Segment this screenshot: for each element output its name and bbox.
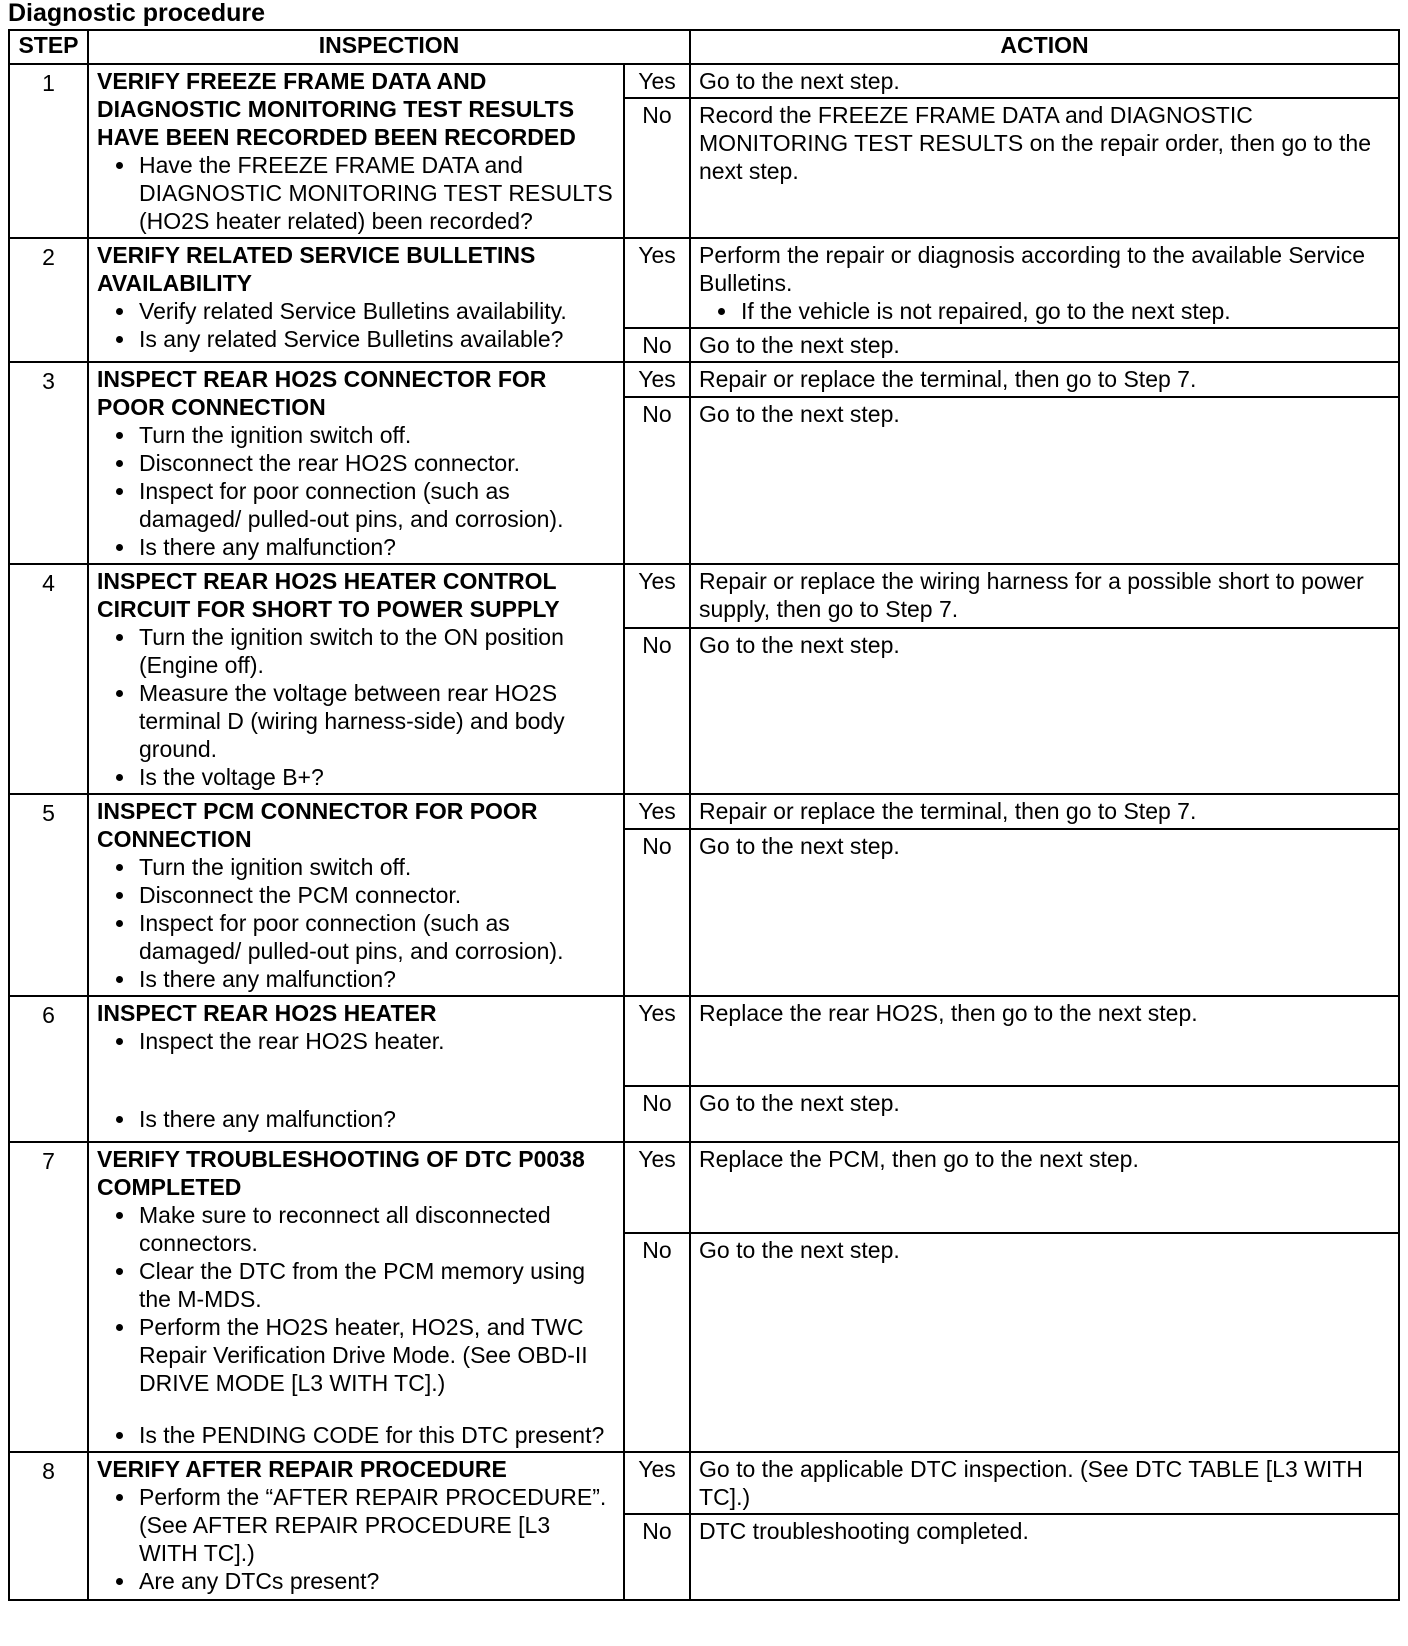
bullet-item: • Is there any malfunction? [137,965,615,993]
inspection-title: INSPECT PCM CONNECTOR FOR POOR CONNECTION [97,798,538,852]
no-label: No [624,1233,690,1452]
bullet-list [97,297,615,353]
yes-action: Perform the repair or diagnosis according to the available Service Bulletins. [699,242,1366,296]
bullet-item: • Clear the DTC from the PCM memory using the M-MDS. [137,1257,615,1313]
bullet-item: • Is there any malfunction? [137,533,615,561]
yes-action: Go to the next step. [690,64,1399,98]
bullet-list [97,1483,615,1595]
step-number: 7 [9,1142,88,1452]
bullet-item: • Disconnect the rear HO2S connector. [137,449,615,477]
step-number: 4 [9,564,88,794]
no-action: DTC troubleshooting completed. [690,1514,1399,1600]
bullet-item: • Is there any malfunction? [137,1105,615,1133]
yes-label: Yes [624,238,690,328]
header-inspection: INSPECTION [88,30,690,64]
bullet-item: • Measure the voltage between rear HO2S terminal D (wiring harness-side) and body ground. [137,679,615,763]
bullet-list [97,421,615,561]
yes-action: Repair or replace the wiring harness for a possible short to power supply, then go to Step 7. [690,564,1399,628]
bullet-item: • Inspect for poor connection (such as damaged/ pulled-out pins, and corrosion). [137,477,615,533]
no-label: No [624,628,690,794]
page-title: Diagnostic procedure [8,0,265,27]
header-step: STEP [9,30,88,64]
bullet-list [97,623,615,791]
bullet-item: • Have the FREEZE FRAME DATA and DIAGNOSTIC MONITORING TEST RESULTS (HO2S heater related) been recorded? [137,151,615,235]
step-number: 8 [9,1452,88,1600]
inspection-cell [88,794,624,996]
no-label: No [624,98,690,238]
no-action: Go to the next step. [690,1086,1399,1142]
bullet-item: • Perform the “AFTER REPAIR PROCEDURE”. (See AFTER REPAIR PROCEDURE [L3 WITH TC].) [137,1483,615,1567]
no-action: Go to the next step. [690,628,1399,794]
bullet-item: • Inspect the rear HO2S heater. [137,1027,615,1055]
inspection-cell [88,1142,624,1452]
no-label: No [624,328,690,362]
bullet-item: • Disconnect the PCM connector. [137,881,615,909]
bullet-item: • Verify related Service Bulletins availability. [137,297,615,325]
action-bullet-item: • If the vehicle is not repaired, go to the next step. [739,297,1390,325]
inspection-cell [88,996,624,1142]
bullet-item: • Turn the ignition switch to the ON position (Engine off). [137,623,615,679]
no-label: No [624,397,690,564]
yes-label: Yes [624,996,690,1086]
no-action: Go to the next step. [690,1233,1399,1452]
table-row [9,794,1399,829]
step-number: 3 [9,362,88,564]
yes-label: Yes [624,1142,690,1233]
diagnostic-table [8,29,1400,1601]
yes-label: Yes [624,1452,690,1514]
inspection-title: INSPECT REAR HO2S HEATER CONTROL CIRCUIT FOR SHORT TO POWER SUPPLY [97,568,560,622]
table-row [9,362,1399,397]
table-row [9,564,1399,628]
inspection-cell [88,1452,624,1600]
inspection-cell [88,64,624,238]
bullet-item: • Turn the ignition switch off. [137,853,615,881]
inspection-title: INSPECT REAR HO2S CONNECTOR FOR POOR CONNECTION [97,366,547,420]
inspection-cell [88,564,624,794]
step-number: 2 [9,238,88,362]
no-action: Go to the next step. [690,829,1399,996]
bullet-list [97,853,615,993]
bullet-item: • Make sure to reconnect all disconnected connectors. [137,1201,615,1257]
table-row [9,1452,1399,1514]
no-label: No [624,829,690,996]
bullet-item: • Turn the ignition switch off. [137,421,615,449]
table-row [9,64,1399,98]
yes-label: Yes [624,362,690,397]
table-row [9,1142,1399,1233]
bullet-item: • Perform the HO2S heater, HO2S, and TWC Repair Verification Drive Mode. (See OBD-II DRIVE MODE [L3 WITH TC].) [137,1313,615,1397]
bullet-item: • Is the voltage B+? [137,763,615,791]
inspection-title: VERIFY FREEZE FRAME DATA AND DIAGNOSTIC MONITORING TEST RESULTS HAVE BEEN RECORDED BEEN RECORDED [97,68,576,150]
yes-action: Replace the PCM, then go to the next step. [690,1142,1399,1233]
bullet-list [97,1201,615,1449]
bullet-list [97,1027,615,1133]
yes-action: Replace the rear HO2S, then go to the next step. [690,996,1399,1086]
table-row [9,996,1399,1086]
inspection-title: VERIFY AFTER REPAIR PROCEDURE [97,1456,507,1482]
inspection-title: VERIFY TROUBLESHOOTING OF DTC P0038 COMPLETED [97,1146,585,1200]
no-label: No [624,1514,690,1600]
yes-label: Yes [624,794,690,829]
header-row [9,30,1399,64]
bullet-item: • Are any DTCs present? [137,1567,615,1595]
bullet-item: • Is any related Service Bulletins available? [137,325,615,353]
bullet-item: • Inspect for poor connection (such as damaged/ pulled-out pins, and corrosion). [137,909,615,965]
step-number: 6 [9,996,88,1142]
bullet-list [97,151,615,235]
action-bullet-list [699,297,1390,325]
inspection-cell [88,362,624,564]
inspection-title: VERIFY RELATED SERVICE BULLETINS AVAILABILITY [97,242,536,296]
yes-action: Go to the applicable DTC inspection. (See DTC TABLE [L3 WITH TC].) [690,1452,1399,1514]
yes-action-cell [690,238,1399,328]
step-number: 5 [9,794,88,996]
bullet-item: • Is the PENDING CODE for this DTC present? [137,1421,615,1449]
table-row [9,238,1399,328]
yes-action: Repair or replace the terminal, then go to Step 7. [690,794,1399,829]
header-action: ACTION [690,30,1399,64]
yes-action: Repair or replace the terminal, then go to Step 7. [690,362,1399,397]
inspection-title: INSPECT REAR HO2S HEATER [97,1000,437,1026]
inspection-cell [88,238,624,362]
yes-label: Yes [624,64,690,98]
yes-label: Yes [624,564,690,628]
no-action: Go to the next step. [690,397,1399,564]
no-label: No [624,1086,690,1142]
step-number: 1 [9,64,88,238]
no-action: Go to the next step. [690,328,1399,362]
no-action: Record the FREEZE FRAME DATA and DIAGNOSTIC MONITORING TEST RESULTS on the repair order, then go to the next step. [690,98,1399,238]
